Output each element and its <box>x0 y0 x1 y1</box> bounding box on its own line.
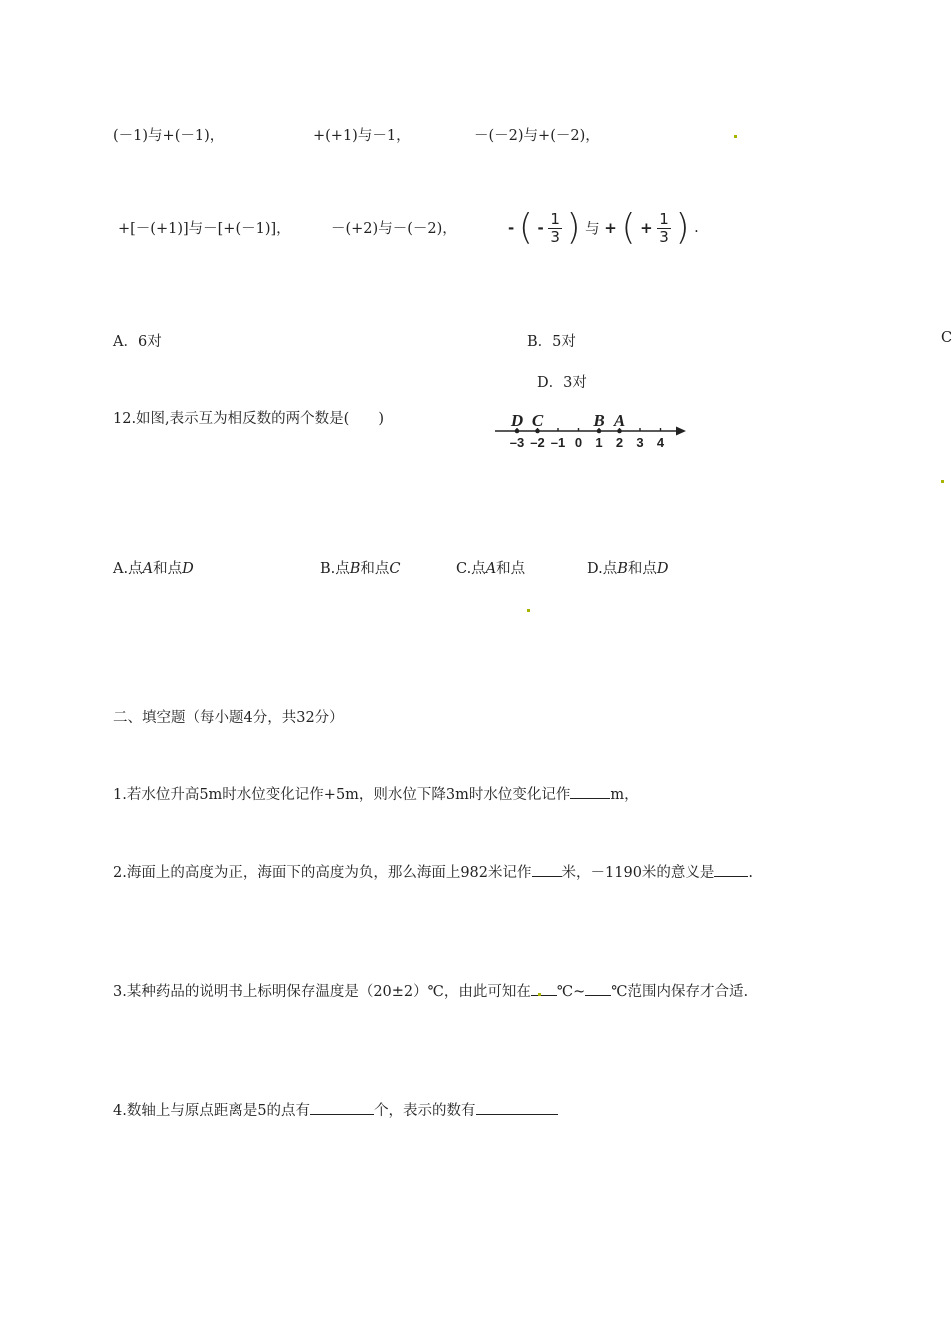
fraction-one-third: $\frac{1}{3}$ <box>550 209 560 246</box>
fill-question-2: 2.海面上的高度为正，海面下的高度为负，那么海面上982米记作 米，－1190米的意义是 . <box>113 861 753 882</box>
point-d-label: D <box>510 411 524 430</box>
q12-option-c: C.点A和点 <box>456 561 526 577</box>
tick-label: –3 <box>509 435 525 450</box>
pair-4: +[－(+1)]与－[+(－1)]， <box>118 221 291 237</box>
point-a-label: A <box>613 411 626 430</box>
answer-blank[interactable] <box>585 981 611 996</box>
tick-label: –1 <box>550 435 566 450</box>
answer-blank[interactable] <box>531 981 557 996</box>
pair-5: －(+2)与－(－2)， <box>331 221 457 237</box>
answer-blank[interactable] <box>714 862 748 877</box>
q12-option-a: A.点A和点D <box>113 561 194 577</box>
number-line-figure <box>490 404 690 454</box>
option-b: B．5对 <box>527 334 576 350</box>
question-12-stem: 12.如图,表示互为相反数的两个数是( ) <box>113 411 384 427</box>
tick-label: 1 <box>595 435 603 450</box>
q12-option-b: B.点B和点C <box>320 561 401 577</box>
tick-label: 3 <box>636 435 644 450</box>
pair-1: (－1)与+(－1)， <box>113 128 225 144</box>
answer-blank[interactable] <box>310 1100 374 1115</box>
axis-arrow <box>676 427 686 436</box>
point-b-label: B <box>593 411 605 430</box>
tick-label: –2 <box>530 435 545 450</box>
q12-option-d: D.点B和点D <box>587 561 669 577</box>
answer-blank[interactable] <box>476 1100 558 1115</box>
fill-question-4: 4.数轴上与原点距离是5的点有 个，表示的数有 <box>113 1099 558 1120</box>
scan-speck <box>941 480 944 483</box>
pair-6-fraction-expression: - ( - $\frac{1}{3}$ ) 与 + ( + $\frac{1}{3}$ ) . <box>508 207 699 248</box>
tick-label: 0 <box>574 435 583 450</box>
section-2-title: 二、填空题（每小题4分，共32分） <box>113 710 344 726</box>
tick-label: 4 <box>656 435 665 450</box>
answer-blank[interactable] <box>532 862 562 877</box>
answer-blank[interactable] <box>570 784 610 799</box>
point-c-label: C <box>531 411 544 430</box>
scan-speck <box>734 135 737 138</box>
pair-3: －(－2)与+(－2)， <box>474 128 600 144</box>
scan-speck <box>538 993 541 996</box>
fraction-one-third: $\frac{1}{3}$ <box>659 209 669 246</box>
fill-question-3: 3.某种药品的说明书上标明保存温度是（20±2）℃，由此可知在 ℃~ ℃范围内保存才合适. <box>113 980 748 1001</box>
scan-speck <box>527 609 530 612</box>
fill-question-1: 1.若水位升高5m时水位变化记作+5m，则水位下降3m时水位变化记作 m， <box>113 783 639 804</box>
option-a: A．6对 <box>113 334 162 350</box>
option-d: D．3对 <box>537 375 587 391</box>
option-c: C <box>941 330 952 346</box>
pair-2: +(+1)与－1， <box>313 128 411 144</box>
point-group <box>510 411 625 433</box>
tick-label: 2 <box>615 435 624 450</box>
